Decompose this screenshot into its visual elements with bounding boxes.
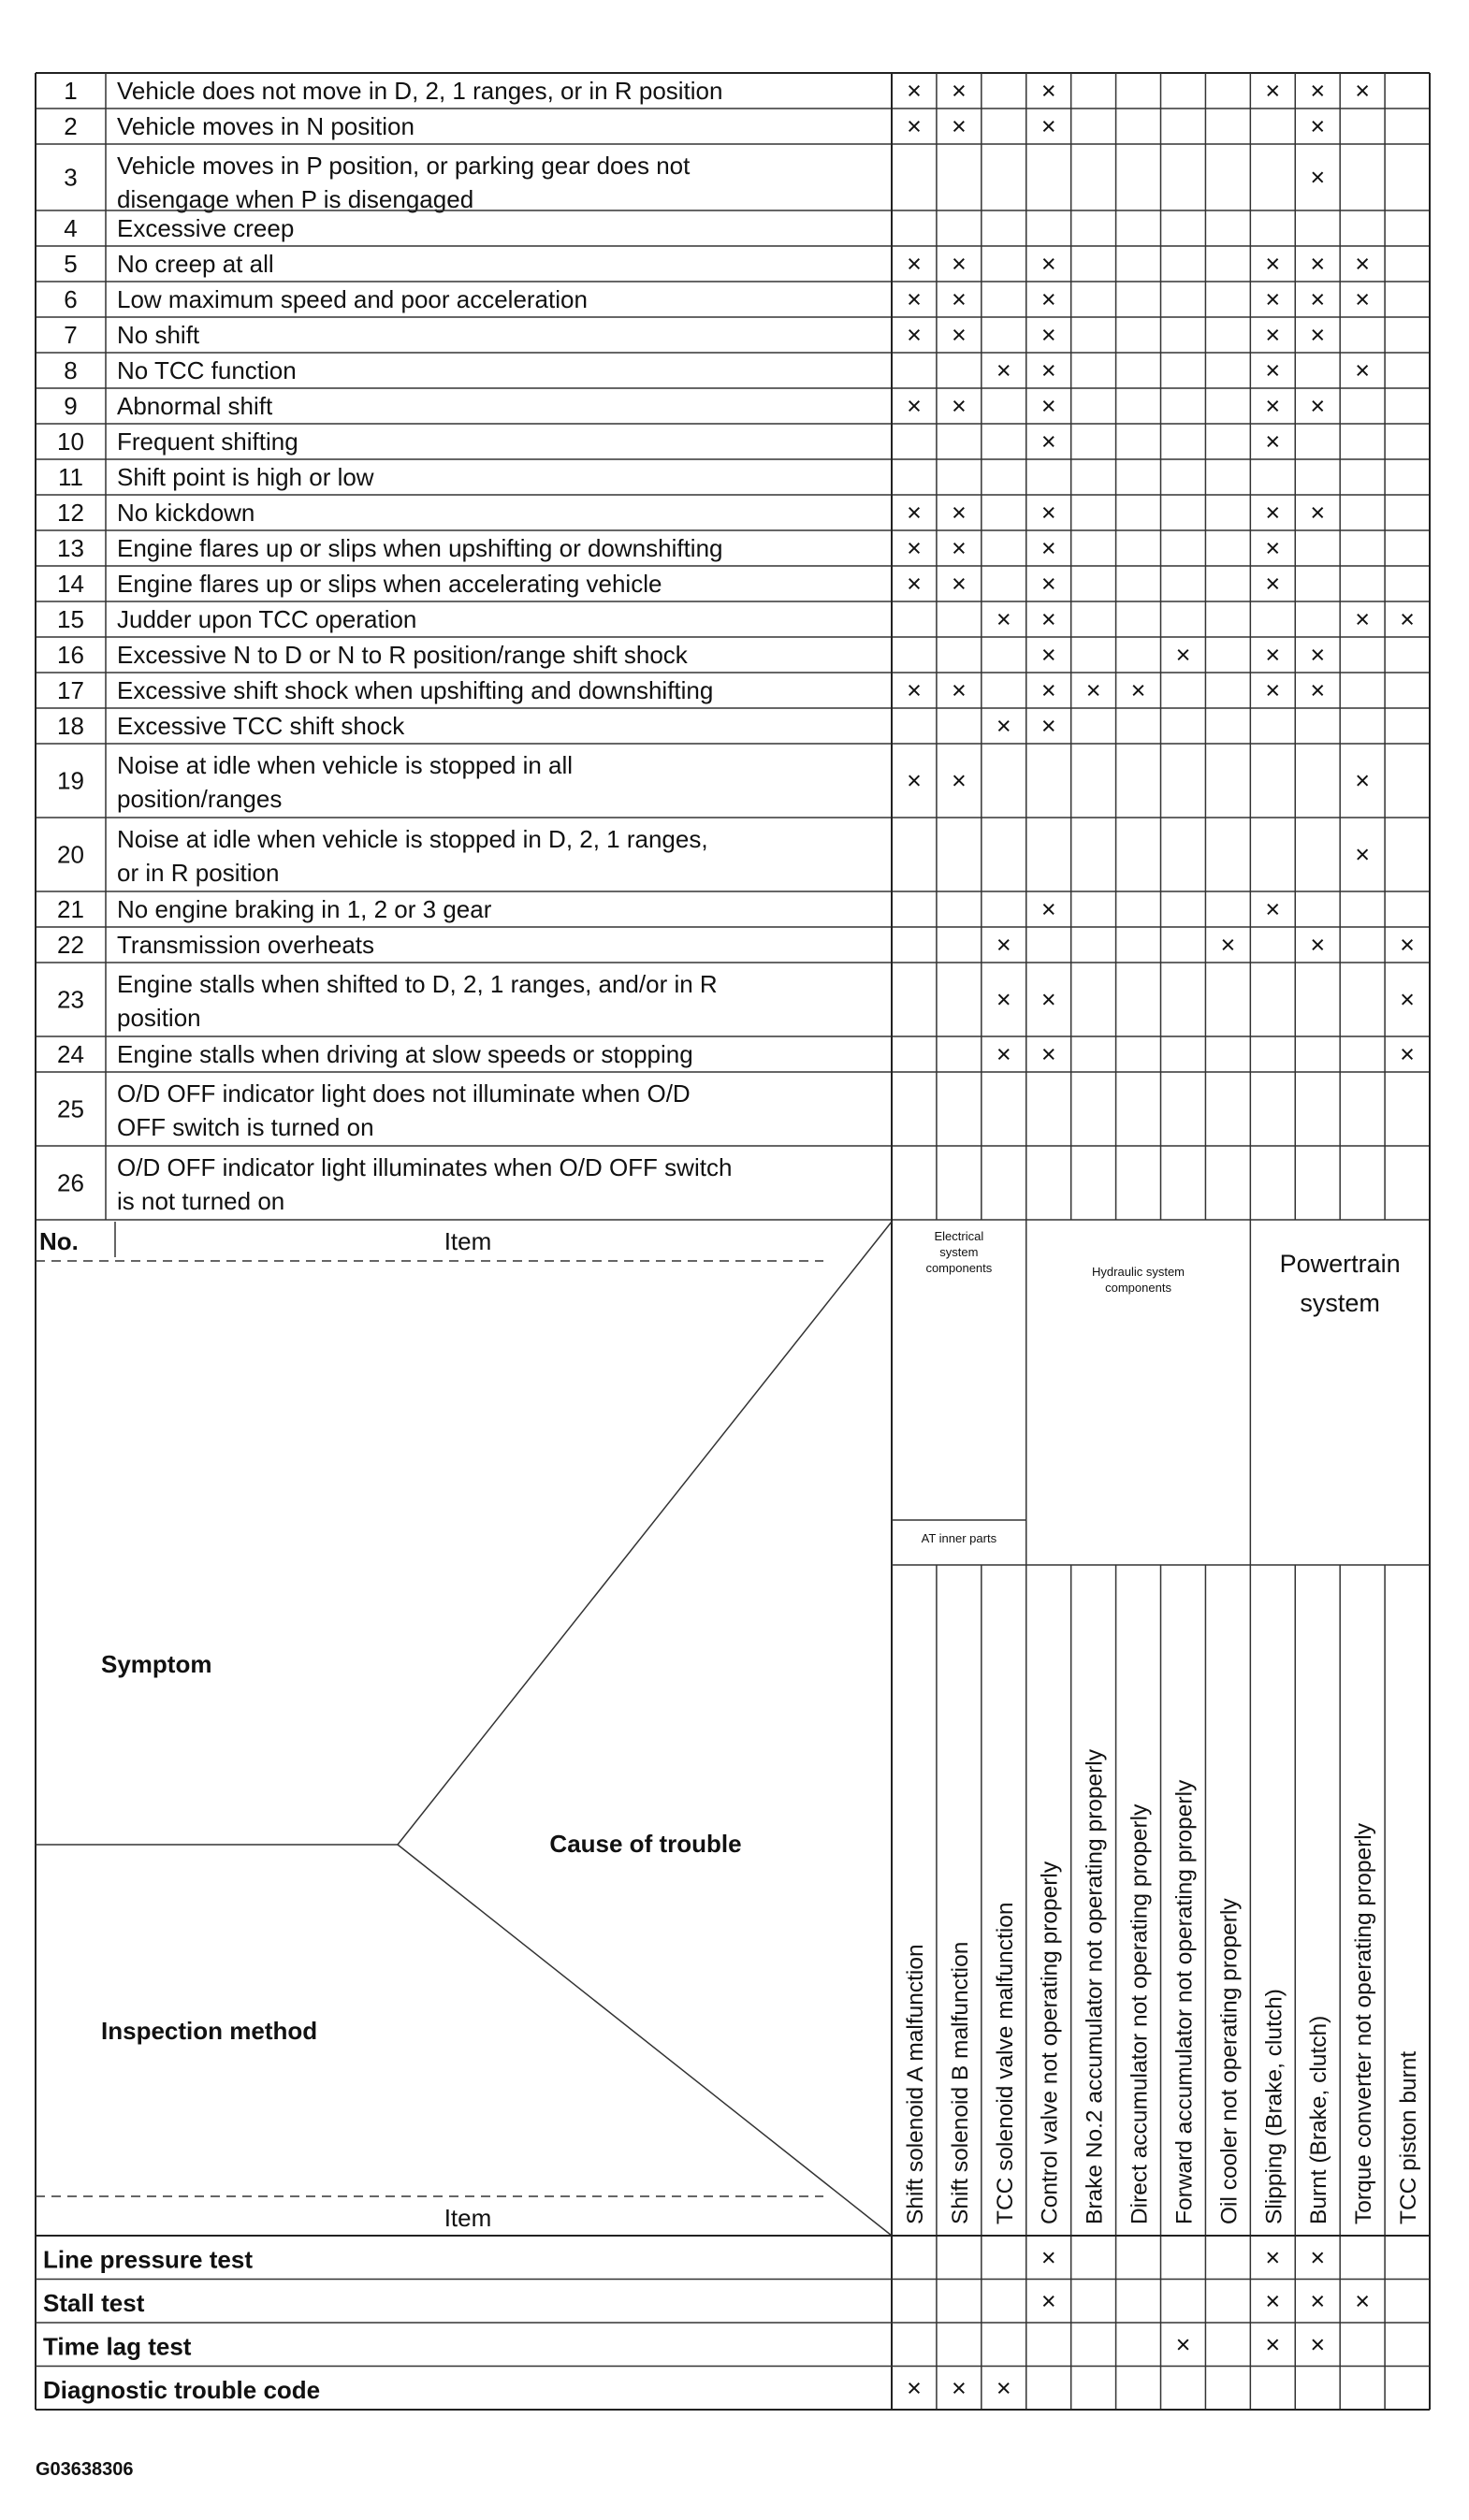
symptom-text: O/D OFF indicator light does not illuminate when O/D	[117, 1079, 691, 1108]
inspection-row	[43, 2374, 1011, 2404]
symptom-row	[64, 77, 1370, 105]
symptom-cause-mark: ×	[1265, 392, 1281, 420]
symptom-text: No engine braking in 1, 2 or 3 gear	[117, 895, 492, 923]
group-at-inner-label: AT inner parts	[921, 1531, 997, 1545]
symptom-cause-mark: ×	[1040, 356, 1056, 384]
cause-label-10: Burnt (Brake, clutch)	[1306, 2015, 1332, 2224]
symptom-cause-mark: ×	[907, 570, 922, 598]
cause-label-5: Brake No.2 accumulator not operating properly	[1082, 1749, 1108, 2224]
symptom-number: 9	[64, 392, 78, 420]
symptom-row	[57, 712, 1056, 740]
symptom-text: Shift point is high or low	[117, 463, 374, 491]
symptom-number: 5	[64, 250, 78, 278]
symptom-cause-mark: ×	[1040, 1040, 1056, 1068]
cause-label-9: Slipping (Brake, clutch)	[1261, 1989, 1287, 2224]
symptom-number: 15	[57, 605, 84, 633]
inspection-cause-mark: ×	[1040, 2243, 1056, 2272]
cause-label-3: TCC solenoid valve malfunction	[992, 1902, 1018, 2224]
symptom-cause-mark: ×	[1265, 285, 1281, 313]
symptom-cause-mark: ×	[1265, 250, 1281, 278]
symptom-cause-mark: ×	[1265, 77, 1281, 105]
symptom-cause-mark: ×	[996, 605, 1011, 633]
symptom-row	[64, 356, 1370, 384]
symptom-cause-mark: ×	[951, 77, 967, 105]
symptom-cause-mark: ×	[1040, 712, 1056, 740]
symptom-cause-mark: ×	[1175, 641, 1191, 669]
symptom-cause-mark: ×	[1355, 285, 1371, 313]
symptom-cause-mark: ×	[1310, 676, 1326, 704]
symptom-row	[57, 676, 1325, 704]
symptom-cause-mark: ×	[907, 676, 922, 704]
symptom-cause-mark: ×	[1400, 605, 1415, 633]
symptom-cause-mark: ×	[1400, 1040, 1415, 1068]
symptom-cause-mark: ×	[1040, 112, 1056, 140]
symptom-cause-mark: ×	[1265, 895, 1281, 923]
group-powertrain-label: Powertrain	[1279, 1250, 1401, 1278]
symptom-cause-mark: ×	[996, 931, 1011, 959]
group-hydraulic-label: components	[1105, 1281, 1171, 1295]
symptom-cause-mark: ×	[1040, 985, 1056, 1014]
symptom-cause-mark: ×	[1040, 392, 1056, 420]
symptom-cause-mark: ×	[1265, 356, 1281, 384]
symptom-number: 4	[64, 214, 78, 242]
symptom-text: O/D OFF indicator light illuminates when O/D OFF switch	[117, 1153, 733, 1181]
symptom-row	[64, 214, 294, 242]
inspection-row	[43, 2330, 1325, 2360]
symptom-row	[64, 152, 1325, 213]
symptom-cause-mark: ×	[1130, 676, 1146, 704]
symptom-label: Symptom	[101, 1650, 212, 1678]
group-electrical-label: system	[939, 1245, 979, 1259]
inspection-row	[43, 2287, 1370, 2317]
figure-id: G03638306	[36, 2459, 134, 2480]
symptom-number: 3	[64, 163, 78, 192]
cause-label-12: TCC piston burnt	[1396, 2050, 1422, 2224]
symptom-cause-mark: ×	[951, 499, 967, 527]
cause-label-1: Shift solenoid A malfunction	[902, 1944, 928, 2224]
symptom-cause-mark: ×	[951, 534, 967, 562]
symptom-text: Transmission overheats	[117, 931, 375, 959]
symptom-cause-mark: ×	[1355, 605, 1371, 633]
symptom-row	[64, 250, 1370, 278]
symptom-row	[64, 112, 1325, 140]
cause-label-8: Oil cooler not operating properly	[1216, 1898, 1243, 2224]
symptom-cause-mark: ×	[1265, 534, 1281, 562]
symptom-cause-mark: ×	[907, 112, 922, 140]
symptom-number: 2	[64, 112, 78, 140]
symptom-row	[57, 825, 1370, 887]
header-no-label: No.	[39, 1227, 79, 1255]
symptom-number: 1	[64, 77, 78, 105]
symptom-cause-mark: ×	[907, 499, 922, 527]
symptom-text: Engine flares up or slips when upshifting or downshifting	[117, 534, 723, 562]
symptom-number: 13	[57, 534, 84, 562]
symptom-row	[57, 970, 1415, 1032]
symptom-row	[64, 285, 1370, 313]
header-item-label: Item	[444, 1227, 492, 1255]
symptom-number: 25	[57, 1094, 84, 1123]
symptom-cause-mark: ×	[907, 534, 922, 562]
symptom-cause-mark: ×	[1355, 356, 1371, 384]
symptom-cause-mark: ×	[1310, 641, 1326, 669]
symptom-cause-mark: ×	[1040, 77, 1056, 105]
inspection-cause-mark: ×	[1310, 2330, 1326, 2359]
symptom-row	[57, 427, 1280, 456]
symptom-cause-mark: ×	[1265, 570, 1281, 598]
group-electrical-label: Electrical	[934, 1229, 984, 1243]
symptom-text: Excessive shift shock when upshifting and downshifting	[117, 676, 714, 704]
symptom-cause-mark: ×	[951, 250, 967, 278]
symptom-cause-mark: ×	[1355, 840, 1371, 869]
symptom-number: 16	[57, 641, 84, 669]
symptom-cause-mark: ×	[907, 285, 922, 313]
symptom-number: 18	[57, 712, 84, 740]
symptom-text: Abnormal shift	[117, 392, 273, 420]
symptom-number: 19	[57, 766, 84, 795]
symptom-text: disengage when P is disengaged	[117, 185, 474, 213]
symptom-number: 22	[57, 931, 84, 959]
symptom-cause-mark: ×	[1265, 321, 1281, 349]
symptom-row	[57, 499, 1325, 527]
symptom-cause-mark: ×	[1355, 77, 1371, 105]
symptom-cause-mark: ×	[1310, 931, 1326, 959]
symptom-cause-mark: ×	[907, 392, 922, 420]
symptom-cause-mark: ×	[1400, 985, 1415, 1014]
cause-label: Cause of trouble	[549, 1830, 742, 1858]
cause-label-2: Shift solenoid B malfunction	[947, 1941, 973, 2224]
symptom-cause-mark: ×	[1040, 570, 1056, 598]
inspection-method-name: Stall test	[43, 2289, 145, 2317]
symptom-cause-mark: ×	[951, 392, 967, 420]
symptom-text: or in R position	[117, 859, 280, 887]
symptom-cause-mark: ×	[1400, 931, 1415, 959]
symptom-cause-mark: ×	[951, 570, 967, 598]
symptom-text: Frequent shifting	[117, 427, 298, 456]
symptom-number: 8	[64, 356, 78, 384]
symptom-cause-mark: ×	[1310, 392, 1326, 420]
inspection-cause-mark: ×	[1310, 2286, 1326, 2315]
symptom-cause-mark: ×	[951, 676, 967, 704]
symptom-cause-mark: ×	[907, 250, 922, 278]
symptom-number: 14	[57, 570, 84, 598]
symptom-cause-mark: ×	[1085, 676, 1101, 704]
footer-item-label: Item	[444, 2204, 492, 2232]
symptom-number: 24	[57, 1040, 84, 1068]
symptom-text: Judder upon TCC operation	[117, 605, 417, 633]
symptom-cause-mark: ×	[1355, 250, 1371, 278]
inspection-method-name: Diagnostic trouble code	[43, 2376, 321, 2404]
symptom-cause-mark: ×	[1220, 931, 1236, 959]
symptom-row	[57, 1079, 691, 1141]
symptom-cause-mark: ×	[1040, 250, 1056, 278]
diagonal-upper	[398, 1222, 892, 1845]
symptom-cause-mark: ×	[951, 321, 967, 349]
symptom-cause-mark: ×	[1355, 766, 1371, 795]
symptom-text: Vehicle moves in N position	[117, 112, 415, 140]
symptom-row	[57, 895, 1280, 923]
symptom-cause-mark: ×	[1310, 499, 1326, 527]
symptom-text: No kickdown	[117, 499, 255, 527]
symptom-text: Low maximum speed and poor acceleration	[117, 285, 588, 313]
symptom-text: Engine flares up or slips when accelerating vehicle	[117, 570, 662, 598]
symptom-cause-mark: ×	[1040, 285, 1056, 313]
symptom-cause-mark: ×	[1310, 250, 1326, 278]
symptom-cause-mark: ×	[996, 985, 1011, 1014]
inspection-cause-mark: ×	[951, 2373, 967, 2402]
symptom-cause-mark: ×	[951, 285, 967, 313]
symptom-cause-mark: ×	[1265, 676, 1281, 704]
symptom-text: Vehicle moves in P position, or parking gear does not	[117, 152, 691, 180]
symptom-cause-mark: ×	[1040, 895, 1056, 923]
symptom-number: 12	[57, 499, 84, 527]
symptom-cause-mark: ×	[951, 112, 967, 140]
symptom-cause-mark: ×	[1310, 77, 1326, 105]
symptom-row	[57, 605, 1415, 633]
symptom-row	[64, 321, 1325, 349]
symptom-row	[57, 931, 1415, 959]
symptom-cause-mark: ×	[1040, 676, 1056, 704]
symptom-cause-mark: ×	[1310, 321, 1326, 349]
group-powertrain-label: system	[1300, 1289, 1380, 1317]
inspection-cause-mark: ×	[1265, 2330, 1281, 2359]
symptom-number: 7	[64, 321, 78, 349]
symptom-number: 6	[64, 285, 78, 313]
cause-label-7: Forward accumulator not operating properly	[1171, 1779, 1198, 2224]
diagonal-lower	[398, 1845, 892, 2236]
symptom-number: 10	[57, 427, 84, 456]
symptom-text: Excessive TCC shift shock	[117, 712, 405, 740]
symptom-text: Engine stalls when driving at slow speeds or stopping	[117, 1040, 693, 1068]
symptom-text: No creep at all	[117, 250, 274, 278]
symptom-text: No shift	[117, 321, 200, 349]
symptom-cause-mark: ×	[1310, 285, 1326, 313]
symptom-text: No TCC function	[117, 356, 297, 384]
symptom-text: Vehicle does not move in D, 2, 1 ranges, or in R position	[117, 77, 723, 105]
symptom-cause-mark: ×	[1040, 321, 1056, 349]
symptom-row	[57, 1040, 1415, 1068]
inspection-cause-mark: ×	[1265, 2243, 1281, 2272]
symptom-text: position/ranges	[117, 785, 283, 813]
inspection-cause-mark: ×	[996, 2373, 1011, 2402]
symptom-number: 17	[57, 676, 84, 704]
symptom-row	[57, 570, 1280, 598]
cause-label-4: Control valve not operating properly	[1037, 1861, 1063, 2224]
symptom-cause-mark: ×	[1040, 499, 1056, 527]
inspection-cause-mark: ×	[907, 2373, 922, 2402]
symptom-cause-mark: ×	[1265, 641, 1281, 669]
symptom-text: Noise at idle when vehicle is stopped in all	[117, 751, 574, 779]
symptom-number: 23	[57, 985, 84, 1014]
symptom-cause-mark: ×	[996, 712, 1011, 740]
inspection-cause-mark: ×	[1040, 2286, 1056, 2315]
cause-label-11: Torque converter not operating properly	[1351, 1822, 1377, 2224]
inspection-cause-mark: ×	[1355, 2286, 1371, 2315]
symptom-cause-mark: ×	[951, 766, 967, 795]
symptom-cause-mark: ×	[1040, 641, 1056, 669]
symptom-text: Engine stalls when shifted to D, 2, 1 ranges, and/or in R	[117, 970, 718, 998]
symptom-cause-mark: ×	[996, 1040, 1011, 1068]
symptom-number: 11	[58, 463, 83, 491]
symptom-text: OFF switch is turned on	[117, 1113, 374, 1141]
symptom-row	[64, 392, 1325, 420]
inspection-cause-mark: ×	[1265, 2286, 1281, 2315]
symptom-text: Noise at idle when vehicle is stopped in D, 2, 1 ranges,	[117, 825, 708, 853]
symptom-cause-mark: ×	[907, 77, 922, 105]
symptom-text: Excessive creep	[117, 214, 295, 242]
symptom-cause-mark: ×	[1310, 163, 1326, 192]
symptom-row	[57, 751, 1370, 813]
inspection-cause-mark: ×	[1175, 2330, 1191, 2359]
symptom-cause-mark: ×	[907, 766, 922, 795]
inspection-method-name: Time lag test	[43, 2332, 192, 2361]
symptom-text: position	[117, 1004, 201, 1032]
inspection-label: Inspection method	[101, 2017, 318, 2045]
symptom-text: is not turned on	[117, 1187, 285, 1215]
symptom-cause-mark: ×	[1310, 112, 1326, 140]
symptom-cause-mark: ×	[1040, 605, 1056, 633]
group-electrical-label: components	[925, 1261, 993, 1275]
symptom-number: 21	[57, 895, 84, 923]
symptom-number: 20	[57, 840, 84, 869]
symptom-text: Excessive N to D or N to R position/range shift shock	[117, 641, 688, 669]
symptom-cause-mark: ×	[1040, 534, 1056, 562]
symptom-row	[57, 641, 1325, 669]
group-hydraulic-label: Hydraulic system	[1092, 1265, 1185, 1279]
symptom-cause-mark: ×	[907, 321, 922, 349]
symptom-cause-mark: ×	[1265, 499, 1281, 527]
symptom-cause-mark: ×	[996, 356, 1011, 384]
symptom-number: 26	[57, 1168, 84, 1197]
cause-label-6: Direct accumulator not operating properly	[1127, 1803, 1153, 2224]
symptom-row	[57, 1153, 732, 1215]
inspection-cause-mark: ×	[1310, 2243, 1326, 2272]
inspection-row	[43, 2243, 1325, 2273]
symptom-cause-mark: ×	[1040, 427, 1056, 456]
symptom-cause-mark: ×	[1265, 427, 1281, 456]
inspection-method-name: Line pressure test	[43, 2245, 253, 2274]
symptom-row	[57, 534, 1280, 562]
